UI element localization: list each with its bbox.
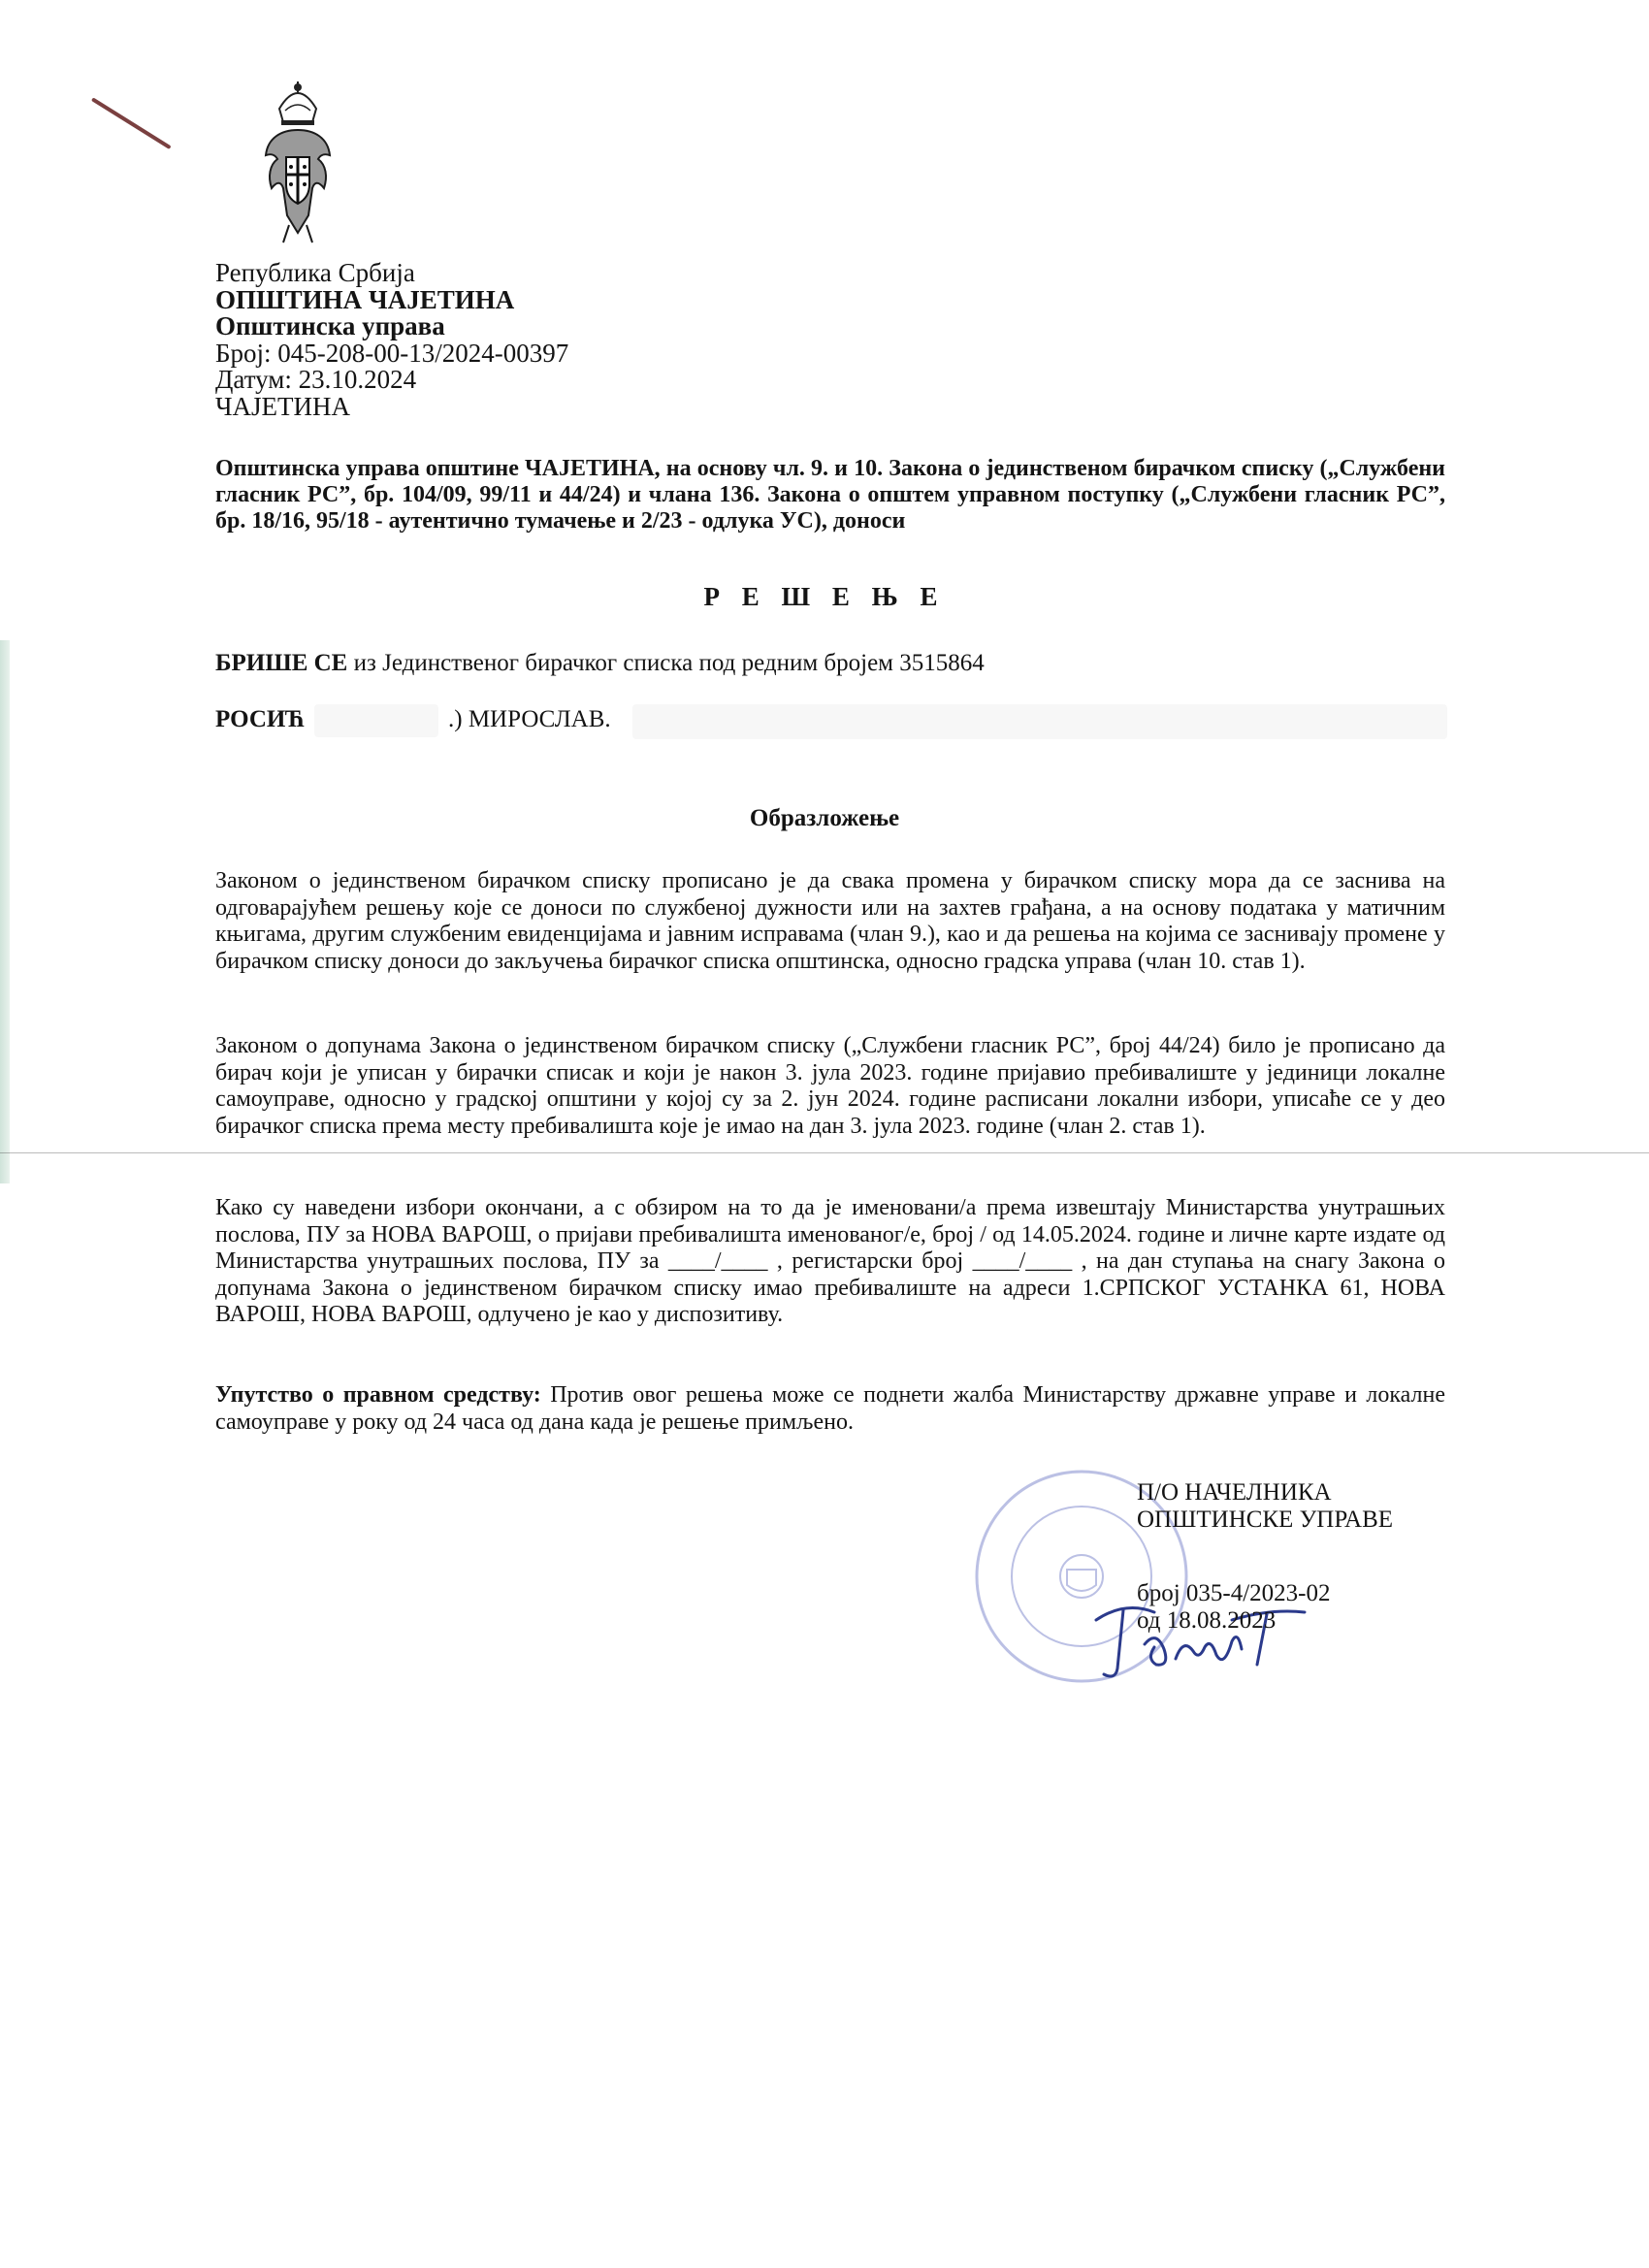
person-name: .) МИРОСЛАВ. xyxy=(448,706,611,732)
office-name: Општинска управа xyxy=(215,311,445,340)
signature-block xyxy=(1137,1479,1393,1635)
legal-remedy-paragraph xyxy=(215,1382,1445,1436)
reasoning-paragraph-3: Како су наведени избори окончани, а с обзиром на то да је именовани/а према извештају Министарства унутрашњих послова, ПУ за НОВА ВАРОШ, о пријави пребивалишта именованог/е, број / од 14.05.2024. године и личне карте издате од Министарства унутрашњих послова, ПУ за ____/____ , регистарски број ____/____ , на дан ступања на снагу Закона о допунама Закона о јединственом бирачком списку имао пребивалиште на адреси 1.СРПСКОГ УСТАНКА 61, НОВА ВАРОШ, НОВА ВАРОШ, одлучено је као у диспозитиву. xyxy=(215,1195,1445,1327)
country-name: Република Србија xyxy=(215,258,415,287)
municipality-name: ОПШТИНА ЧАЈЕТИНА xyxy=(215,284,515,314)
scan-edge-shadow xyxy=(0,640,10,1183)
legal-remedy-text: Против овог решења може се поднети жалба Министарству државне управе и локалне самоуправе у року од 24 часа од дана када је решење примљено. xyxy=(215,1382,1445,1435)
deletion-lead: БРИШЕ СЕ xyxy=(215,650,348,676)
person-line xyxy=(215,706,1445,745)
document-header xyxy=(215,260,568,420)
document-number: Број: 045-208-00-13/2024-00397 xyxy=(215,338,569,368)
redaction-block xyxy=(314,704,438,737)
deletion-statement xyxy=(215,650,985,677)
deletion-text: из Јединственог бирачког списка под редним бројем 3515864 xyxy=(347,650,985,676)
coat-of-arms-icon xyxy=(262,80,334,244)
decision-title: Р Е Ш Е Њ Е xyxy=(703,582,946,611)
signer-title-line-1: П/О НАЧЕЛНИКА xyxy=(1137,1479,1332,1506)
document-date: Датум: 23.10.2024 xyxy=(215,365,417,394)
reasoning-title: Образложење xyxy=(749,805,900,831)
authorization-date: од 18.08.2023 xyxy=(1137,1607,1277,1634)
reasoning-paragraph-1: Законом о јединственом бирачком списку прописано је да свака промена у бирачком списку мора да се заснива на одговарајућем решењу које се доноси по службеној дужности или на захтев грађана, а на основу података у матичним књигама, другим службеним евиденцијама и јавним исправама (члан 9.), као и да решења на којима се заснивају промене у бирачком списку доноси до закључења бирачког списка општинска, односно градска управа (члан 10. став 1). xyxy=(215,868,1445,974)
legal-remedy-lead: Упутство о правном средству: xyxy=(215,1382,541,1408)
pen-mark xyxy=(91,97,172,149)
authorization-number: број 035-4/2023-02 xyxy=(1137,1580,1331,1606)
redaction-block xyxy=(632,704,1447,739)
fold-line xyxy=(0,1152,1649,1153)
person-surname: РОСИЋ xyxy=(215,706,306,732)
reasoning-paragraph-2: Законом о допунама Закона о јединственом бирачком списку („Службени гласник РС”, број 44/24) било је прописано да бирач који је уписан у бирачки списак и који је након 3. јула 2023. године пријавио пребивалиште у јединици локалне самоуправе, односно у градској општини у којој су за 2. јун 2024. године расписани локални избори, уписаће се у део бирачког списка према месту пребивалишта које је имао на дан 3. јула 2023. године (члан 2. став 1). xyxy=(215,1033,1445,1139)
intro-paragraph: Општинска управа општине ЧАЈЕТИНА, на основу чл. 9. и 10. Закона о јединственом бирачком списку („Службени гласник РС”, бр. 104/09, 99/11 и 44/24) и члана 136. Закона о општем управном поступку („Службени гласник РС”, бр. 18/16, 95/18 - аутентично тумачење и 2/23 - одлука УС), доноси xyxy=(215,456,1445,534)
document-city: ЧАЈЕТИНА xyxy=(215,391,351,421)
signer-title-line-2: ОПШТИНСКЕ УПРАВЕ xyxy=(1137,1507,1394,1533)
